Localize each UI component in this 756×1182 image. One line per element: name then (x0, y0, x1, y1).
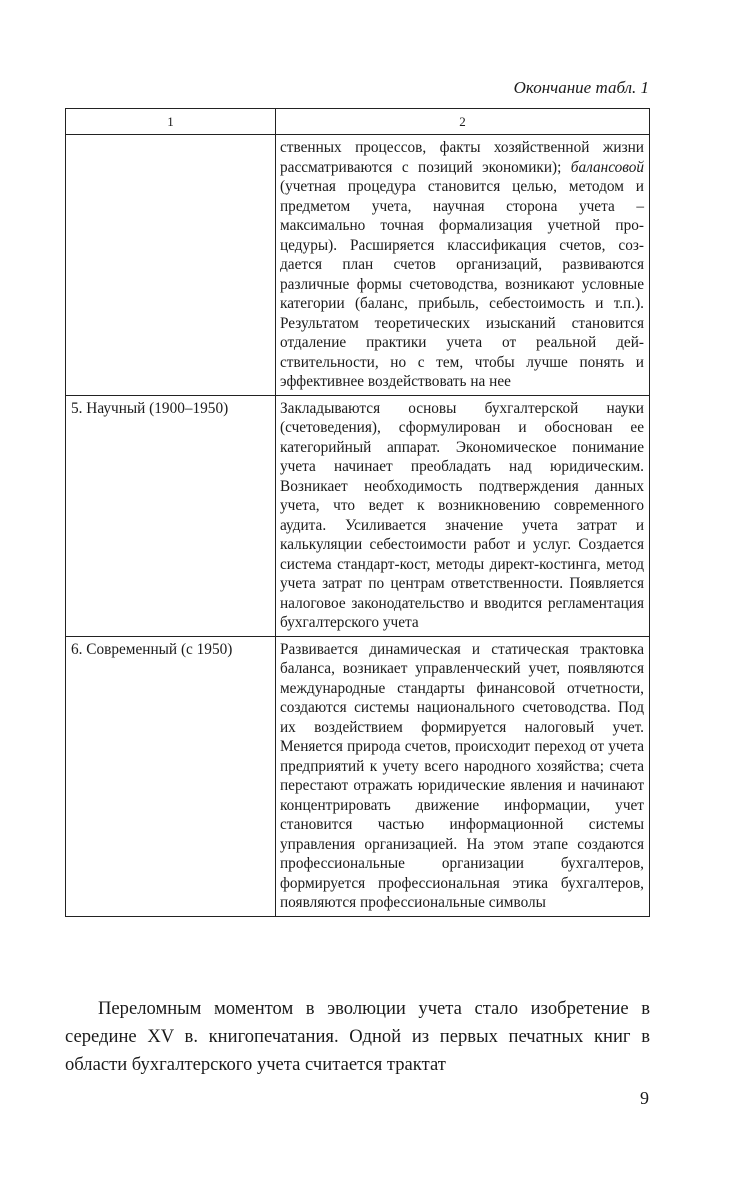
period-cell (66, 135, 276, 396)
description-text: ственных процессов, факты хозяйственной жизни рассматриваются с позиций экономики); (280, 139, 644, 176)
body-paragraph: Переломным моментом в эволюции учета стало изобретение в середине XV в. книгопечатания. Одной из первых печатных книг в области бухгалтерского учета считается трактат (65, 998, 650, 1075)
description-cell (276, 135, 650, 396)
period-cell: 6. Современный (с 1950) (66, 636, 276, 916)
period-cell: 5. Научный (1900–1950) (66, 395, 276, 636)
periods-table (65, 108, 650, 917)
table-row (66, 395, 650, 636)
table-caption: Окончание табл. 1 (513, 78, 649, 97)
table-row (66, 135, 650, 396)
header-col-2: 2 (276, 109, 650, 135)
description-text: (учетная процедура становится целью, методом и предметом учета, научная сторона учета – максимально точная формализация учетной процедуры). Расширяется классификация счетов, создается план счетов организаций, развиваются различные формы счетоводства, возникают условные категории (баланс, прибыль, себестоимость и т.п.). Результатом теоретических изысканий становится отдаление практики учета от реальной действительности, но с тем, чтобы лучше понять и эффективнее воздействовать на нее (280, 178, 644, 390)
table-header-row (66, 109, 650, 135)
page-number: 9 (640, 1088, 649, 1108)
description-emphasis: балансовой (570, 158, 644, 176)
header-col-1: 1 (66, 109, 276, 135)
description-cell: Закладываются основы бухгалтерской науки (счетоведения), сформулирован и обоснован ее категорийный аппарат. Экономическое понимание учета начинает преобладать над юридическим. Возникает необходимость подтверждения данных учета, что ведет к возникновению современного аудита. Усиливается значение учета затрат и калькуляции себестоимости работ и услуг. Создается система стандарт-кост, методы директ-костинга, метод учета затрат по центрам ответственности. Появляется налоговое законодательство и вводится регламентация бухгалтерского учета (276, 395, 650, 636)
description-cell: Развивается динамическая и статическая трактовка баланса, возникает управленческий учет, появляются международные стандарты финансовой отчетности, создаются системы национального счетоводства. Под их воздействием формируется налоговый учет. Меняется природа счетов, происходит переход от учета предприятий к учету всего народного хозяйства; счета перестают отражать юридические явления и начинают концентрировать движение информации, учет становится частью информационной системы управления организацией. На этом этапе создаются профессиональные организации бухгалтеров, формируется профессиональная этика бухгалтеров, появляются профессиональные символы (276, 636, 650, 916)
table-row (66, 636, 650, 916)
